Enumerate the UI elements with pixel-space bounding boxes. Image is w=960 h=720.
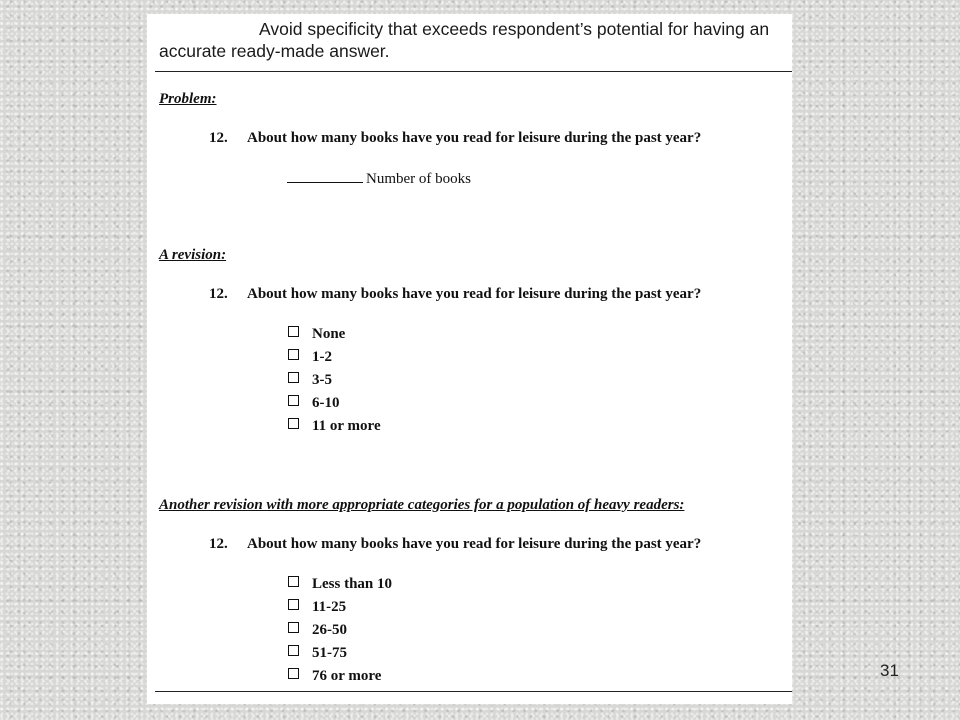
option-label: 11 or more [312, 418, 381, 434]
answer-blank[interactable] [287, 168, 363, 183]
option-item[interactable] [288, 668, 381, 685]
checkbox[interactable] [288, 326, 299, 337]
option-label: 1-2 [312, 349, 332, 365]
answer-label: Number of books [366, 171, 471, 187]
checkbox[interactable] [288, 418, 299, 429]
bottom-rule [155, 691, 792, 692]
option-item[interactable] [288, 395, 340, 412]
revision-label: A revision: [159, 247, 227, 263]
question-text: About how many books have you read for leisure during the past year? [247, 536, 702, 552]
answer-row [287, 168, 471, 188]
question-number: 12. [209, 536, 228, 552]
question-number: 12. [209, 130, 228, 146]
option-item[interactable] [288, 418, 381, 435]
option-label: 6-10 [312, 395, 340, 411]
page-number: 31 [880, 661, 899, 680]
option-label: 3-5 [312, 372, 332, 388]
option-label: Less than 10 [312, 576, 393, 592]
another-revision-label: Another revision with more appropriate categories for a population of heavy readers: [159, 497, 685, 513]
question-number: 12. [209, 286, 228, 302]
problem-label: Problem: [159, 91, 217, 107]
question-text: About how many books have you read for leisure during the past year? [247, 286, 702, 302]
option-label: 11-25 [312, 599, 347, 615]
option-label: 51-75 [312, 645, 347, 661]
option-item[interactable] [288, 645, 347, 662]
headline [159, 18, 784, 62]
checkbox[interactable] [288, 395, 299, 406]
problem-question [209, 130, 701, 147]
option-label: 26-50 [312, 622, 347, 638]
option-label: None [312, 326, 346, 342]
checkbox[interactable] [288, 576, 299, 587]
option-label: 76 or more [312, 668, 382, 684]
document-page [147, 14, 792, 704]
checkbox[interactable] [288, 599, 299, 610]
another-revision-question [209, 536, 701, 553]
option-item[interactable] [288, 622, 347, 639]
checkbox[interactable] [288, 372, 299, 383]
checkbox[interactable] [288, 349, 299, 360]
question-text: About how many books have you read for leisure during the past year? [247, 130, 702, 146]
option-item[interactable] [288, 349, 332, 366]
top-rule [155, 71, 792, 72]
option-item[interactable] [288, 599, 346, 616]
option-item[interactable] [288, 326, 345, 343]
checkbox[interactable] [288, 668, 299, 679]
headline-line-1: Avoid specificity that exceeds respondent’s potential for having an [259, 19, 770, 39]
option-item[interactable] [288, 372, 332, 389]
checkbox[interactable] [288, 622, 299, 633]
revision-question [209, 286, 701, 303]
option-item[interactable] [288, 576, 392, 593]
headline-line-2: accurate ready-made answer. [159, 41, 390, 61]
checkbox[interactable] [288, 645, 299, 656]
